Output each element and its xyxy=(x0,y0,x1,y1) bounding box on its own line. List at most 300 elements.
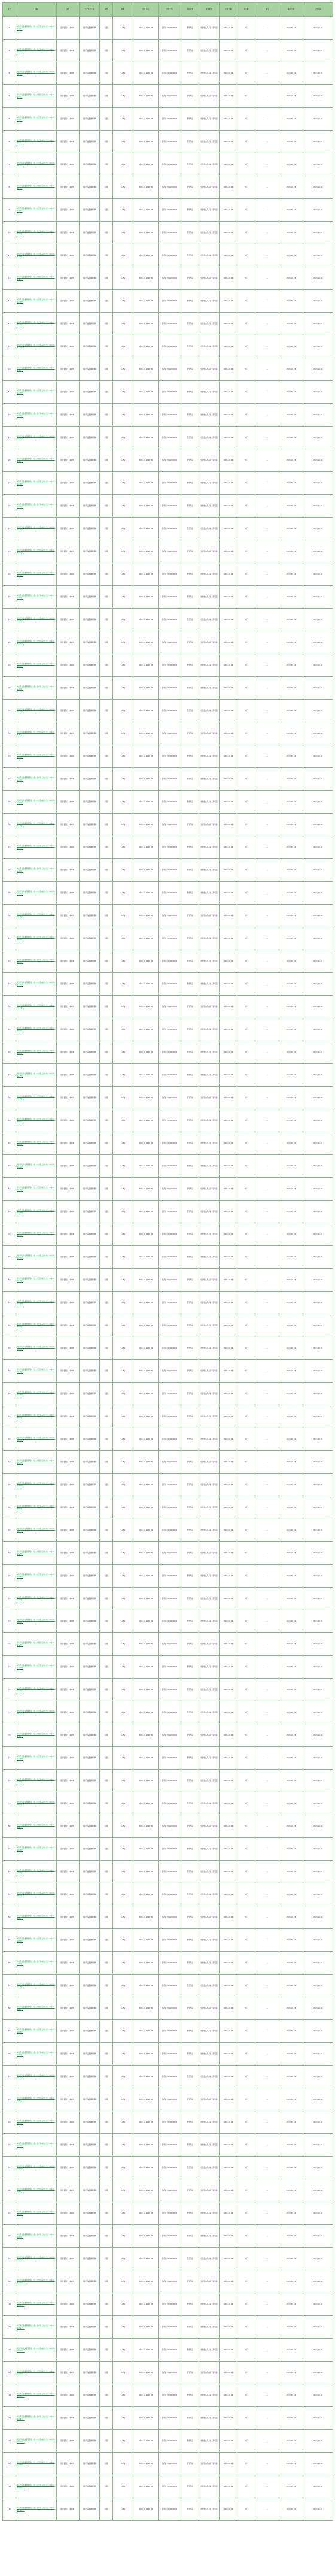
notice-link[interactable]: 国家药品监督管理局关于批准注册药品的公告（2023年第59号） xyxy=(16,1337,57,1360)
notice-link[interactable]: 国家药品监督管理局关于批准注册药品的公告（2023年第99号） xyxy=(16,2248,57,2270)
cell-lab: 中国食品药品检定研究院 xyxy=(199,1838,220,1861)
notice-link[interactable]: 国家药品监督管理局关于批准注册药品的公告（2023年第102号） xyxy=(16,2316,57,2339)
cell-spec: 0.25g xyxy=(113,1109,133,1132)
notice-link[interactable]: 国家药品监督管理局关于批准注册药品的公告（2023年第29号） xyxy=(16,654,57,677)
notice-link[interactable]: 国家药品监督管理局关于批准注册药品的公告（2023年第15号） xyxy=(16,335,57,358)
cell-valid: 5年 xyxy=(237,1496,255,1519)
notice-link[interactable]: 国家药品监督管理局关于批准注册药品的公告（2023年第109号） xyxy=(16,2475,57,2498)
notice-link[interactable]: 国家药品监督管理局关于批准注册药品的公告（2023年第37号） xyxy=(16,836,57,859)
cell-doc-no: 国药监药注〔2023〕 xyxy=(57,1064,80,1087)
cell-pub-date: 2023-10-20 xyxy=(303,1929,333,1952)
cell-note: — xyxy=(255,791,279,814)
notice-link[interactable]: 国家药品监督管理局关于批准注册药品的公告（2023年第61号） xyxy=(16,1383,57,1405)
table-row xyxy=(3,108,333,131)
cell-check-date: 2023-10-19 xyxy=(220,2362,237,2384)
notice-link[interactable]: 国家药品监督管理局关于批准注册药品的公告（2023年第23号） xyxy=(16,518,57,540)
notice-link[interactable]: 国家药品监督管理局关于批准注册药品的公告（2023年第13号） xyxy=(16,290,57,313)
table-row xyxy=(3,1178,333,1201)
column-header: 序号 xyxy=(3,3,16,17)
notice-link[interactable]: 国家药品监督管理局关于批准注册药品的公告（2023年第74号） xyxy=(16,1679,57,1701)
cell-date: 2023-10-19 00:00 xyxy=(133,40,159,62)
notice-link[interactable]: 国家药品监督管理局关于批准注册药品的公告（2023年第98号） xyxy=(16,2225,57,2248)
cell-check-date: 2023-10-19 xyxy=(220,1178,237,1201)
cell-form: 片剂 xyxy=(100,1997,113,2020)
cell-form: 片剂 xyxy=(100,381,113,404)
notice-link[interactable]: 国家药品监督管理局关于批准注册药品的公告（2023年第41号） xyxy=(16,927,57,950)
row-number: 67 xyxy=(3,1519,16,1542)
cell-org: 国家药品监督管理局 xyxy=(80,1383,100,1405)
cell-note: — xyxy=(255,677,279,700)
cell-check-date: 2023-10-19 xyxy=(220,1519,237,1542)
cell-deadline: 2028-10-18 xyxy=(279,1178,303,1201)
table-row xyxy=(3,1610,333,1633)
cell-form: 片剂 xyxy=(100,2407,113,2430)
notice-link[interactable]: 国家药品监督管理局关于批准注册药品的公告（2023年第86号） xyxy=(16,1952,57,1975)
notice-link[interactable]: 国家药品监督管理局关于批准注册药品的公告（2023年第77号） xyxy=(16,1747,57,1770)
notice-link[interactable]: 国家药品监督管理局关于批准注册药品的公告（2023年第33号） xyxy=(16,745,57,768)
notice-link[interactable]: 国家药品监督管理局关于批准注册药品的公告（2023年第69号） xyxy=(16,1565,57,1588)
cell-note: — xyxy=(255,1292,279,1314)
row-number: 1 xyxy=(3,17,16,40)
cell-note: — xyxy=(255,700,279,722)
notice-link[interactable]: 国家药品监督管理局关于批准注册药品的公告（2023年第39号） xyxy=(16,882,57,905)
cell-check-date: 2023-10-19 xyxy=(220,404,237,427)
cell-category: 化学药品 xyxy=(181,563,199,586)
notice-link[interactable]: 国家药品监督管理局关于批准注册药品的公告（2023年第53号） xyxy=(16,1201,57,1223)
table-row xyxy=(3,586,333,609)
cell-lab: 中国食品药品检定研究院 xyxy=(199,1451,220,1474)
cell-form: 片剂 xyxy=(100,2339,113,2362)
notice-link[interactable]: 国家药品监督管理局关于批准注册药品的公告（2023年第104号） xyxy=(16,2362,57,2384)
cell-valid: 5年 xyxy=(237,381,255,404)
cell-pub-date: 2023-10-20 xyxy=(303,17,333,40)
notice-link[interactable]: 国家药品监督管理局关于批准注册药品的公告（2023年第18号） xyxy=(16,404,57,427)
cell-deadline: 2028-10-18 xyxy=(279,358,303,381)
notice-link[interactable]: 国家药品监督管理局关于批准注册药品的公告（2023年第50号） xyxy=(16,1132,57,1155)
cell-pub-date: 2023-10-20 xyxy=(303,1975,333,1997)
notice-link[interactable]: 国家药品监督管理局关于批准注册药品的公告（2023年第4号） xyxy=(16,85,57,108)
cell-form: 片剂 xyxy=(100,1519,113,1542)
cell-spec: 0.25g xyxy=(113,700,133,722)
notice-link[interactable]: 国家药品监督管理局关于批准注册药品的公告（2023年第30号） xyxy=(16,677,57,700)
cell-approval: 国药准字H20230001 xyxy=(159,1975,181,1997)
notice-link[interactable]: 国家药品监督管理局关于批准注册药品的公告（2023年第71号） xyxy=(16,1610,57,1633)
cell-lab: 中国食品药品检定研究院 xyxy=(199,40,220,62)
notice-link[interactable]: 国家药品监督管理局关于批准注册药品的公告（2023年第26号） xyxy=(16,586,57,609)
cell-category: 化学药品 xyxy=(181,1337,199,1360)
cell-lab: 中国食品药品检定研究院 xyxy=(199,1679,220,1701)
cell-org: 国家药品监督管理局 xyxy=(80,131,100,153)
row-number: 26 xyxy=(3,586,16,609)
notice-link[interactable]: 国家药品监督管理局关于批准注册药品的公告（2023年第110号） xyxy=(16,2498,57,2521)
cell-form: 片剂 xyxy=(100,2179,113,2202)
cell-doc-no: 国药监药注〔2023〕 xyxy=(57,1292,80,1314)
cell-deadline: 2028-10-18 xyxy=(279,540,303,563)
notice-link[interactable]: 国家药品监督管理局关于批准注册药品的公告（2023年第48号） xyxy=(16,1087,57,1109)
table-row xyxy=(3,540,333,563)
cell-approval: 国药准字H20230001 xyxy=(159,2202,181,2225)
notice-link[interactable]: 国家药品监督管理局关于批准注册药品的公告（2023年第52号） xyxy=(16,1178,57,1201)
cell-date: 2023-10-19 00:00 xyxy=(133,1269,159,1292)
notice-link[interactable]: 国家药品监督管理局关于批准注册药品的公告（2023年第62号） xyxy=(16,1405,57,1428)
notice-link[interactable]: 国家药品监督管理局关于批准注册药品的公告（2023年第28号） xyxy=(16,631,57,654)
cell-deadline: 2028-10-18 xyxy=(279,313,303,335)
cell-note: — xyxy=(255,2020,279,2043)
cell-valid: 5年 xyxy=(237,1883,255,1906)
cell-pub-date: 2023-10-20 xyxy=(303,1952,333,1975)
cell-pub-date: 2023-10-20 xyxy=(303,609,333,631)
notice-link[interactable]: 国家药品监督管理局关于批准注册药品的公告（2023年第91号） xyxy=(16,2066,57,2088)
cell-form: 片剂 xyxy=(100,859,113,882)
cell-category: 化学药品 xyxy=(181,1861,199,1883)
notice-link[interactable]: 国家药品监督管理局关于批准注册药品的公告（2023年第66号） xyxy=(16,1496,57,1519)
cell-date: 2023-10-19 00:00 xyxy=(133,1496,159,1519)
cell-valid: 5年 xyxy=(237,17,255,40)
notice-link[interactable]: 国家药品监督管理局关于批准注册药品的公告（2023年第1号） xyxy=(16,17,57,40)
cell-lab: 中国食品药品检定研究院 xyxy=(199,1496,220,1519)
notice-link[interactable]: 国家药品监督管理局关于批准注册药品的公告（2023年第78号） xyxy=(16,1770,57,1792)
cell-category: 化学药品 xyxy=(181,358,199,381)
cell-org: 国家药品监督管理局 xyxy=(80,540,100,563)
notice-link[interactable]: 国家药品监督管理局关于批准注册药品的公告（2023年第93号） xyxy=(16,2111,57,2134)
cell-org: 国家药品监督管理局 xyxy=(80,2066,100,2088)
cell-form: 片剂 xyxy=(100,927,113,950)
notice-link[interactable]: 国家药品监督管理局关于批准注册药品的公告（2023年第12号） xyxy=(16,267,57,290)
cell-doc-no: 国药监药注〔2023〕 xyxy=(57,905,80,927)
cell-note: — xyxy=(255,1428,279,1451)
notice-link[interactable]: 国家药品监督管理局关于批准注册药品的公告（2023年第100号） xyxy=(16,2270,57,2293)
row-number: 81 xyxy=(3,1838,16,1861)
notice-link[interactable]: 国家药品监督管理局关于批准注册药品的公告（2023年第42号） xyxy=(16,950,57,973)
cell-org: 国家药品监督管理局 xyxy=(80,199,100,222)
notice-link[interactable]: 国家药品监督管理局关于批准注册药品的公告（2023年第14号） xyxy=(16,313,57,335)
cell-form: 片剂 xyxy=(100,2362,113,2384)
cell-pub-date: 2023-10-20 xyxy=(303,2225,333,2248)
cell-category: 化学药品 xyxy=(181,381,199,404)
cell-deadline: 2028-10-18 xyxy=(279,654,303,677)
cell-category: 化学药品 xyxy=(181,882,199,905)
cell-doc-no: 国药监药注〔2023〕 xyxy=(57,1906,80,1929)
cell-spec: 0.25g xyxy=(113,1861,133,1883)
cell-lab: 中国食品药品检定研究院 xyxy=(199,1952,220,1975)
cell-doc-no: 国药监药注〔2023〕 xyxy=(57,358,80,381)
cell-spec: 0.25g xyxy=(113,495,133,518)
cell-date: 2023-10-19 00:00 xyxy=(133,1975,159,1997)
row-number: 53 xyxy=(3,1201,16,1223)
notice-link[interactable]: 国家药品监督管理局关于批准注册药品的公告（2023年第72号） xyxy=(16,1633,57,1656)
cell-org: 国家药品监督管理局 xyxy=(80,722,100,745)
notice-link[interactable]: 国家药品监督管理局关于批准注册药品的公告（2023年第64号） xyxy=(16,1451,57,1474)
notice-link[interactable]: 国家药品监督管理局关于批准注册药品的公告（2023年第58号） xyxy=(16,1314,57,1337)
cell-form: 片剂 xyxy=(100,313,113,335)
notice-link[interactable]: 国家药品监督管理局关于批准注册药品的公告（2023年第46号） xyxy=(16,1041,57,1064)
cell-check-date: 2023-10-19 xyxy=(220,2248,237,2270)
cell-lab: 中国食品药品检定研究院 xyxy=(199,586,220,609)
cell-pub-date: 2023-10-20 xyxy=(303,1178,333,1201)
notice-link[interactable]: 国家药品监督管理局关于批准注册药品的公告（2023年第55号） xyxy=(16,1246,57,1269)
cell-check-date: 2023-10-19 xyxy=(220,449,237,472)
cell-pub-date: 2023-10-20 xyxy=(303,768,333,791)
cell-check-date: 2023-10-19 xyxy=(220,1861,237,1883)
cell-check-date: 2023-10-19 xyxy=(220,1701,237,1724)
cell-deadline: 2028-10-18 xyxy=(279,2202,303,2225)
table-row xyxy=(3,2088,333,2111)
notice-link[interactable]: 国家药品监督管理局关于批准注册药品的公告（2023年第9号） xyxy=(16,199,57,222)
cell-valid: 5年 xyxy=(237,176,255,199)
cell-approval: 国药准字H20230001 xyxy=(159,1405,181,1428)
cell-date: 2023-10-19 00:00 xyxy=(133,1383,159,1405)
notice-link[interactable]: 国家药品监督管理局关于批准注册药品的公告（2023年第92号） xyxy=(16,2088,57,2111)
cell-doc-no: 国药监药注〔2023〕 xyxy=(57,540,80,563)
table-row xyxy=(3,722,333,745)
notice-link[interactable]: 国家药品监督管理局关于批准注册药品的公告（2023年第90号） xyxy=(16,2043,57,2066)
cell-check-date: 2023-10-19 xyxy=(220,563,237,586)
cell-pub-date: 2023-10-20 xyxy=(303,335,333,358)
row-number: 58 xyxy=(3,1314,16,1337)
cell-deadline: 2028-10-18 xyxy=(279,495,303,518)
cell-approval: 国药准字H20230001 xyxy=(159,1906,181,1929)
cell-doc-no: 国药监药注〔2023〕 xyxy=(57,631,80,654)
cell-pub-date: 2023-10-20 xyxy=(303,2088,333,2111)
cell-valid: 5年 xyxy=(237,1838,255,1861)
cell-doc-no: 国药监药注〔2023〕 xyxy=(57,131,80,153)
cell-check-date: 2023-10-19 xyxy=(220,1428,237,1451)
cell-category: 化学药品 xyxy=(181,540,199,563)
cell-pub-date: 2023-10-20 xyxy=(303,1588,333,1610)
cell-approval: 国药准字H20230001 xyxy=(159,1542,181,1565)
cell-category: 化学药品 xyxy=(181,586,199,609)
column-header: 生产单位名称 xyxy=(80,3,100,17)
notice-link[interactable]: 国家药品监督管理局关于批准注册药品的公告（2023年第70号） xyxy=(16,1588,57,1610)
notice-link[interactable]: 国家药品监督管理局关于批准注册药品的公告（2023年第94号） xyxy=(16,2134,57,2157)
cell-valid: 5年 xyxy=(237,1132,255,1155)
notice-link[interactable]: 国家药品监督管理局关于批准注册药品的公告（2023年第38号） xyxy=(16,859,57,882)
notice-link[interactable]: 国家药品监督管理局关于批准注册药品的公告（2023年第45号） xyxy=(16,1018,57,1041)
cell-lab: 中国食品药品检定研究院 xyxy=(199,108,220,131)
table-row xyxy=(3,1132,333,1155)
notice-link[interactable]: 国家药品监督管理局关于批准注册药品的公告（2023年第3号） xyxy=(16,62,57,85)
cell-org: 国家药品监督管理局 xyxy=(80,2248,100,2270)
notice-link[interactable]: 国家药品监督管理局关于批准注册药品的公告（2023年第88号） xyxy=(16,1997,57,2020)
table-row xyxy=(3,199,333,222)
notice-link[interactable]: 国家药品监督管理局关于批准注册药品的公告（2023年第60号） xyxy=(16,1360,57,1383)
cell-doc-no: 国药监药注〔2023〕 xyxy=(57,2339,80,2362)
cell-deadline: 2028-10-18 xyxy=(279,1724,303,1747)
notice-link[interactable]: 国家药品监督管理局关于批准注册药品的公告（2023年第108号） xyxy=(16,2453,57,2475)
cell-pub-date: 2023-10-20 xyxy=(303,2179,333,2202)
row-number: 69 xyxy=(3,1565,16,1588)
notice-link[interactable]: 国家药品监督管理局关于批准注册药品的公告（2023年第103号） xyxy=(16,2339,57,2362)
cell-deadline: 2028-10-18 xyxy=(279,1292,303,1314)
cell-lab: 中国食品药品检定研究院 xyxy=(199,85,220,108)
cell-doc-no: 国药监药注〔2023〕 xyxy=(57,335,80,358)
cell-approval: 国药准字H20230001 xyxy=(159,85,181,108)
notice-link[interactable]: 国家药品监督管理局关于批准注册药品的公告（2023年第24号） xyxy=(16,540,57,563)
notice-link[interactable]: 国家药品监督管理局关于批准注册药品的公告（2023年第101号） xyxy=(16,2293,57,2316)
cell-check-date: 2023-10-19 xyxy=(220,2339,237,2362)
cell-spec: 0.25g xyxy=(113,1269,133,1292)
notice-link[interactable]: 国家药品监督管理局关于批准注册药品的公告（2023年第96号） xyxy=(16,2179,57,2202)
notice-link[interactable]: 国家药品监督管理局关于批准注册药品的公告（2023年第63号） xyxy=(16,1428,57,1451)
cell-approval: 国药准字H20230001 xyxy=(159,1087,181,1109)
cell-approval: 国药准字H20230001 xyxy=(159,745,181,768)
notice-link[interactable]: 国家药品监督管理局关于批准注册药品的公告（2023年第56号） xyxy=(16,1269,57,1292)
cell-org: 国家药品监督管理局 xyxy=(80,1292,100,1314)
cell-org: 国家药品监督管理局 xyxy=(80,814,100,836)
cell-deadline: 2028-10-18 xyxy=(279,176,303,199)
cell-date: 2023-10-19 00:00 xyxy=(133,1610,159,1633)
cell-spec: 0.25g xyxy=(113,631,133,654)
notice-link[interactable]: 国家药品监督管理局关于批准注册药品的公告（2023年第84号） xyxy=(16,1906,57,1929)
table-row xyxy=(3,927,333,950)
cell-approval: 国药准字H20230001 xyxy=(159,1633,181,1656)
cell-valid: 5年 xyxy=(237,654,255,677)
cell-lab: 中国食品药品检定研究院 xyxy=(199,950,220,973)
notice-link[interactable]: 国家药品监督管理局关于批准注册药品的公告（2023年第36号） xyxy=(16,814,57,836)
notice-link[interactable]: 国家药品监督管理局关于批准注册药品的公告（2023年第20号） xyxy=(16,449,57,472)
notice-link[interactable]: 国家药品监督管理局关于批准注册药品的公告（2023年第2号） xyxy=(16,40,57,62)
notice-link[interactable]: 国家药品监督管理局关于批准注册药品的公告（2023年第65号） xyxy=(16,1474,57,1496)
row-number: 54 xyxy=(3,1223,16,1246)
notice-link[interactable]: 国家药品监督管理局关于批准注册药品的公告（2023年第54号） xyxy=(16,1223,57,1246)
cell-form: 片剂 xyxy=(100,1018,113,1041)
notice-link[interactable]: 国家药品监督管理局关于批准注册药品的公告（2023年第85号） xyxy=(16,1929,57,1952)
cell-pub-date: 2023-10-20 xyxy=(303,1679,333,1701)
notice-link[interactable]: 国家药品监督管理局关于批准注册药品的公告（2023年第16号） xyxy=(16,358,57,381)
notice-link[interactable]: 国家药品监督管理局关于批准注册药品的公告（2023年第27号） xyxy=(16,609,57,631)
cell-category: 化学药品 xyxy=(181,950,199,973)
notice-link[interactable]: 国家药品监督管理局关于批准注册药品的公告（2023年第106号） xyxy=(16,2407,57,2430)
cell-form: 片剂 xyxy=(100,1770,113,1792)
cell-deadline: 2028-10-18 xyxy=(279,927,303,950)
notice-link[interactable]: 国家药品监督管理局关于批准注册药品的公告（2023年第10号） xyxy=(16,222,57,244)
notice-link[interactable]: 国家药品监督管理局关于批准注册药品的公告（2023年第17号） xyxy=(16,381,57,404)
notice-link[interactable]: 国家药品监督管理局关于批准注册药品的公告（2023年第73号） xyxy=(16,1656,57,1679)
cell-check-date: 2023-10-19 xyxy=(220,153,237,176)
cell-form: 片剂 xyxy=(100,1337,113,1360)
cell-valid: 5年 xyxy=(237,40,255,62)
cell-date: 2023-10-19 00:00 xyxy=(133,85,159,108)
notice-link[interactable]: 国家药品监督管理局关于批准注册药品的公告（2023年第51号） xyxy=(16,1155,57,1178)
cell-spec: 0.25g xyxy=(113,2430,133,2453)
cell-doc-no: 国药监药注〔2023〕 xyxy=(57,1861,80,1883)
cell-deadline: 2028-10-18 xyxy=(279,1952,303,1975)
notice-link[interactable]: 国家药品监督管理局关于批准注册药品的公告（2023年第32号） xyxy=(16,722,57,745)
cell-doc-no: 国药监药注〔2023〕 xyxy=(57,2202,80,2225)
row-number: 18 xyxy=(3,404,16,427)
notice-link[interactable]: 国家药品监督管理局关于批准注册药品的公告（2023年第81号） xyxy=(16,1838,57,1861)
notice-link[interactable]: 国家药品监督管理局关于批准注册药品的公告（2023年第67号） xyxy=(16,1519,57,1542)
notice-link[interactable]: 国家药品监督管理局关于批准注册药品的公告（2023年第43号） xyxy=(16,973,57,996)
cell-deadline: 2028-10-18 xyxy=(279,2111,303,2134)
cell-lab: 中国食品药品检定研究院 xyxy=(199,1383,220,1405)
notice-link[interactable]: 国家药品监督管理局关于批准注册药品的公告（2023年第97号） xyxy=(16,2202,57,2225)
cell-date: 2023-10-19 00:00 xyxy=(133,1701,159,1724)
notice-link[interactable]: 国家药品监督管理局关于批准注册药品的公告（2023年第105号） xyxy=(16,2384,57,2407)
cell-deadline: 2028-10-18 xyxy=(279,700,303,722)
cell-org: 国家药品监督管理局 xyxy=(80,1496,100,1519)
notice-link[interactable]: 国家药品监督管理局关于批准注册药品的公告（2023年第47号） xyxy=(16,1064,57,1087)
cell-valid: 5年 xyxy=(237,1337,255,1360)
notice-link[interactable]: 国家药品监督管理局关于批准注册药品的公告（2023年第31号） xyxy=(16,700,57,722)
cell-doc-no: 国药监药注〔2023〕 xyxy=(57,1519,80,1542)
cell-lab: 中国食品药品检定研究院 xyxy=(199,1588,220,1610)
notice-link[interactable]: 国家药品监督管理局关于批准注册药品的公告（2023年第7号） xyxy=(16,153,57,176)
notice-link[interactable]: 国家药品监督管理局关于批准注册药品的公告（2023年第22号） xyxy=(16,495,57,518)
notice-link[interactable]: 国家药品监督管理局关于批准注册药品的公告（2023年第6号） xyxy=(16,131,57,153)
cell-spec: 0.25g xyxy=(113,2157,133,2179)
notice-link[interactable]: 国家药品监督管理局关于批准注册药品的公告（2023年第89号） xyxy=(16,2020,57,2043)
cell-category: 化学药品 xyxy=(181,62,199,85)
notice-link[interactable]: 国家药品监督管理局关于批准注册药品的公告（2023年第8号） xyxy=(16,176,57,199)
cell-deadline: 2028-10-18 xyxy=(279,2043,303,2066)
notice-link[interactable]: 国家药品监督管理局关于批准注册药品的公告（2023年第87号） xyxy=(16,1975,57,1997)
notice-link[interactable]: 国家药品监督管理局关于批准注册药品的公告（2023年第34号） xyxy=(16,768,57,791)
cell-note: — xyxy=(255,1883,279,1906)
cell-form: 片剂 xyxy=(100,563,113,586)
cell-note: — xyxy=(255,540,279,563)
cell-category: 化学药品 xyxy=(181,905,199,927)
cell-doc-no: 国药监药注〔2023〕 xyxy=(57,1041,80,1064)
cell-deadline: 2028-10-18 xyxy=(279,1883,303,1906)
cell-check-date: 2023-10-19 xyxy=(220,335,237,358)
cell-check-date: 2023-10-19 xyxy=(220,358,237,381)
cell-valid: 5年 xyxy=(237,1861,255,1883)
cell-deadline: 2028-10-18 xyxy=(279,882,303,905)
table-row xyxy=(3,1861,333,1883)
cell-doc-no: 国药监药注〔2023〕 xyxy=(57,1018,80,1041)
cell-valid: 5年 xyxy=(237,2270,255,2293)
cell-check-date: 2023-10-19 xyxy=(220,1883,237,1906)
notice-link[interactable]: 国家药品监督管理局关于批准注册药品的公告（2023年第80号） xyxy=(16,1815,57,1838)
cell-note: — xyxy=(255,2179,279,2202)
notice-link[interactable]: 国家药品监督管理局关于批准注册药品的公告（2023年第68号） xyxy=(16,1542,57,1565)
cell-form: 片剂 xyxy=(100,335,113,358)
cell-doc-no: 国药监药注〔2023〕 xyxy=(57,1087,80,1109)
notice-link[interactable]: 国家药品监督管理局关于批准注册药品的公告（2023年第5号） xyxy=(16,108,57,131)
notice-link[interactable]: 国家药品监督管理局关于批准注册药品的公告（2023年第35号） xyxy=(16,791,57,814)
cell-note: — xyxy=(255,2475,279,2498)
cell-category: 化学药品 xyxy=(181,1292,199,1314)
notice-link[interactable]: 国家药品监督管理局关于批准注册药品的公告（2023年第21号） xyxy=(16,472,57,495)
cell-spec: 0.25g xyxy=(113,1542,133,1565)
cell-check-date: 2023-10-19 xyxy=(220,2225,237,2248)
cell-valid: 5年 xyxy=(237,1360,255,1383)
cell-approval: 国药准字H20230001 xyxy=(159,1496,181,1519)
cell-pub-date: 2023-10-20 xyxy=(303,1565,333,1588)
notice-link[interactable]: 国家药品监督管理局关于批准注册药品的公告（2023年第44号） xyxy=(16,996,57,1018)
notice-link[interactable]: 国家药品监督管理局关于批准注册药品的公告（2023年第40号） xyxy=(16,905,57,927)
cell-doc-no: 国药监药注〔2023〕 xyxy=(57,1474,80,1496)
notice-link[interactable]: 国家药品监督管理局关于批准注册药品的公告（2023年第79号） xyxy=(16,1792,57,1815)
notice-link[interactable]: 国家药品监督管理局关于批准注册药品的公告（2023年第95号） xyxy=(16,2157,57,2179)
notice-link[interactable]: 国家药品监督管理局关于批准注册药品的公告（2023年第107号） xyxy=(16,2430,57,2453)
notice-link[interactable]: 国家药品监督管理局关于批准注册药品的公告（2023年第11号） xyxy=(16,244,57,267)
cell-doc-no: 国药监药注〔2023〕 xyxy=(57,472,80,495)
notice-link[interactable]: 国家药品监督管理局关于批准注册药品的公告（2023年第19号） xyxy=(16,427,57,449)
notice-link[interactable]: 国家药品监督管理局关于批准注册药品的公告（2023年第75号） xyxy=(16,1701,57,1724)
notice-link[interactable]: 国家药品监督管理局关于批准注册药品的公告（2023年第49号） xyxy=(16,1109,57,1132)
notice-link[interactable]: 国家药品监督管理局关于批准注册药品的公告（2023年第76号） xyxy=(16,1724,57,1747)
notice-link[interactable]: 国家药品监督管理局关于批准注册药品的公告（2023年第83号） xyxy=(16,1883,57,1906)
notice-link[interactable]: 国家药品监督管理局关于批准注册药品的公告（2023年第57号） xyxy=(16,1292,57,1314)
cell-form: 片剂 xyxy=(100,791,113,814)
cell-lab: 中国食品药品检定研究院 xyxy=(199,1041,220,1064)
row-number: 108 xyxy=(3,2453,16,2475)
notice-link[interactable]: 国家药品监督管理局关于批准注册药品的公告（2023年第82号） xyxy=(16,1861,57,1883)
cell-check-date: 2023-10-19 xyxy=(220,1064,237,1087)
notice-link[interactable]: 国家药品监督管理局关于批准注册药品的公告（2023年第25号） xyxy=(16,563,57,586)
